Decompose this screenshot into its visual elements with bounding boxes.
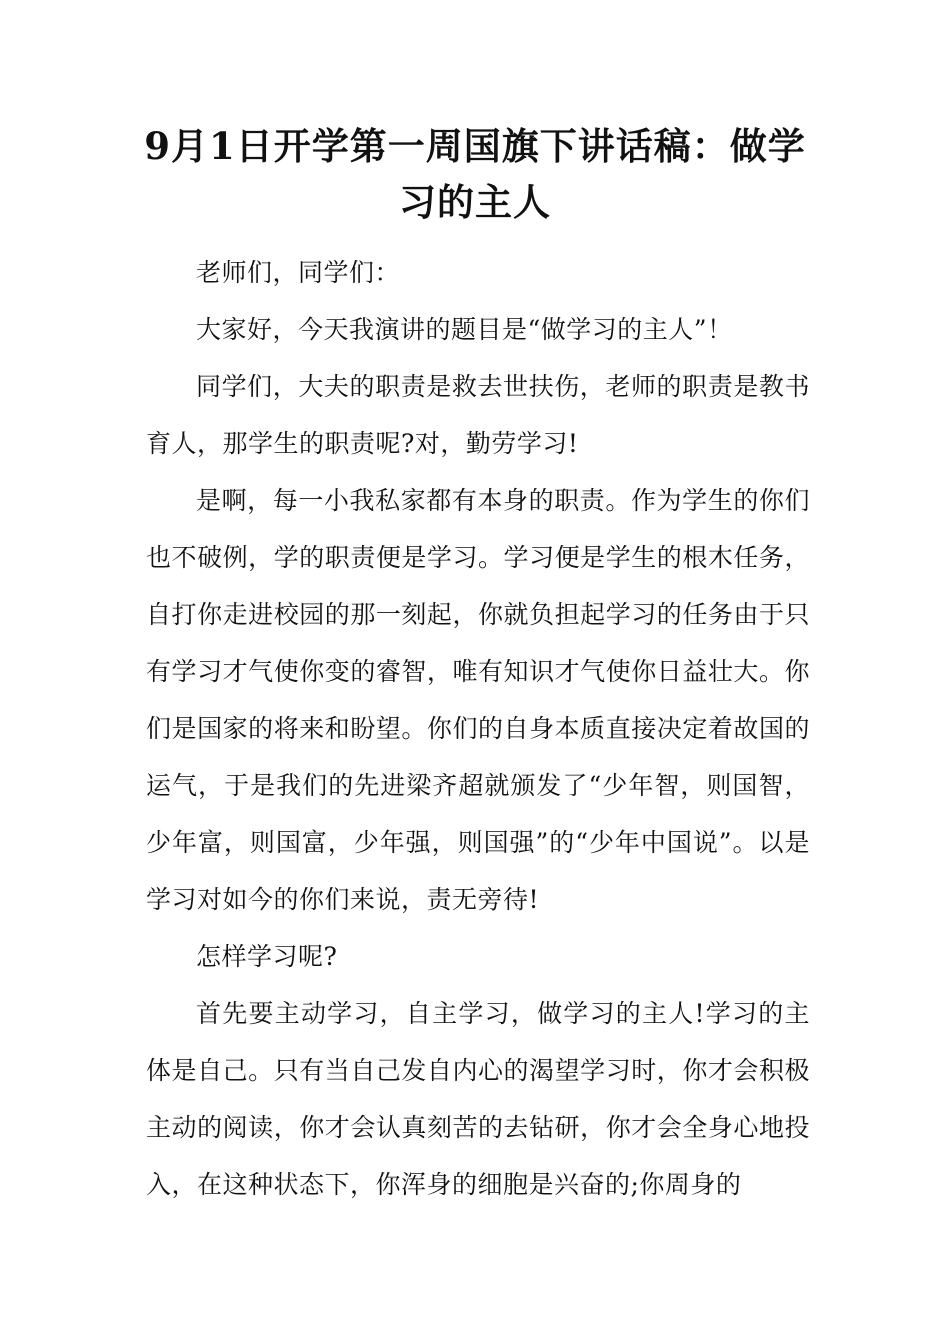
paragraph-intro: 大家好，今天我演讲的题目是“做学习的主人”！: [196, 315, 733, 344]
paragraph-question: 怎样学习呢?: [196, 942, 338, 971]
paragraph-duty: 同学们，大夫的职责是救去世扶伤，老师的职责是教书育人，那学生的职责呢?对，勤劳学习!: [146, 372, 810, 458]
paragraph-greeting: 老师们，同学们：: [196, 258, 401, 287]
document-title: 9月1日开学第一周国旗下讲话稿：做学习的主人: [144, 124, 806, 224]
paragraph-method: 首先要主动学习，自主学习，做学习的主人!学习的主体是自己。只有当自己发自内心的渴望学习时，你才会积极主动的阅读，你才会认真刻苦的去钻研，你才会全身心地投入，在这种状态下，你浑身的细胞是兴奋的;你周身的: [146, 999, 810, 1199]
paragraph-responsibility: 是啊，每一小我私家都有本身的职责。作为学生的你们也不破例，学的职责便是学习。学习便是学生的根木任务，自打你走进校园的那一刻起，你就负担起学习的任务由于只有学习才气使你变的睿智，唯有知识才气使你日益壮大。你们是国家的将来和盼望。你们的自身本质直接决定着故国的运气，于是我们的先进梁齐超就颁发了“少年智，则国智，少年富，则国富，少年强，则国强”的“少年中国说”。以是学习对如今的你们来说，责无旁待!: [146, 486, 810, 914]
document-body: [146, 244, 810, 1213]
